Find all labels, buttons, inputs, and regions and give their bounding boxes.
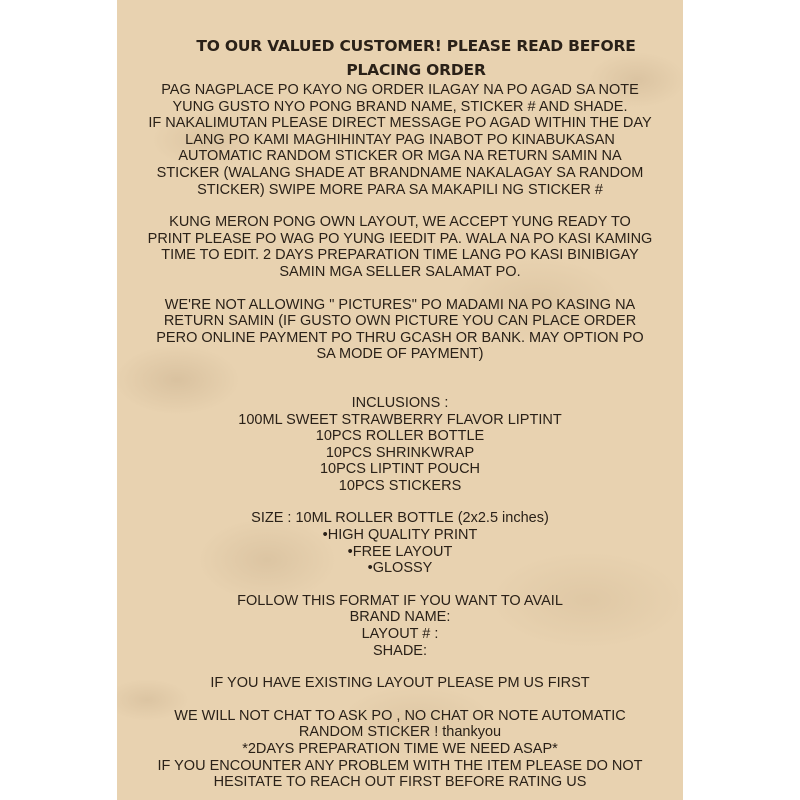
order-format-block: FOLLOW THIS FORMAT IF YOU WANT TO AVAIL BRAND NAME: LAYOUT # : SHADE: [237,592,563,659]
pictures-policy-paragraph: WE'RE NOT ALLOWING " PICTURES" PO MADAMI NA PO KASING NA RETURN SAMIN (IF GUSTO OWN PICTURE YOU CAN PLACE ORDER PERO ONLINE PAYMENT PO THRU GCASH OR BANK. MAY OPTION PO SA MODE OF PAYMENT) [156,296,644,363]
order-note-paragraph: PAG NAGPLACE PO KAYO NG ORDER ILAGAY NA PO AGAD SA NOTE YUNG GUSTO NYO PONG BRAND NAME, STICKER # AND SHADE. IF NAKALIMUTAN PLEASE DIRECT MESSAGE PO AGAD WITHIN THE DAY LANG PO KAMI MAGHIHINTAY PAG INABOT PO KINABUKASAN AUTOMATIC RANDOM STICKER OR MGA NA RETURN SAMIN NA STICKER (WALANG SHADE AT BRANDNAME NAKALAGAY SA RANDOM STICKER) SWIPE MORE PARA SA MAKAPILI NG STICKER # [148,82,652,198]
inclusions-list: INCLUSIONS : 100ML SWEET STRAWBERRY FLAVOR LIPTINT 10PCS ROLLER BOTTLE 10PCS SHRINKWRAP 10PCS LIPTINT POUCH 10PCS STICKERS [238,394,562,494]
notice-poster [117,0,683,800]
own-layout-paragraph: KUNG MERON PONG OWN LAYOUT, WE ACCEPT YUNG READY TO PRINT PLEASE PO WAG PO YUNG IEEDIT PA. WALA NA PO KASI KAMING TIME TO EDIT. 2 DAYS PREPARATION TIME LANG PO KASI BINIBIGAY SAMIN MGA SELLER SALAMAT PO. [147,214,653,280]
poster-content [117,34,683,791]
closing-note: WE WILL NOT CHAT TO ASK PO , NO CHAT OR NOTE AUTOMATIC RANDOM STICKER ! thankyou *2DAYS PREPARATION TIME WE NEED ASAP* IF YOU ENCOUNTER ANY PROBLEM WITH THE ITEM PLEASE DO NOT HESITATE TO REACH OUT FIRST BEFORE RATING US [157,707,643,791]
size-features-list: SIZE : 10ML ROLLER BOTTLE (2x2.5 inches) •HIGH QUALITY PRINT •FREE LAYOUT •GLOSSY [251,510,549,577]
existing-layout-note: IF YOU HAVE EXISTING LAYOUT PLEASE PM US FIRST [210,675,590,692]
poster-title: TO OUR VALUED CUSTOMER! PLEASE READ BEFORE PLACING ORDER [196,37,636,79]
